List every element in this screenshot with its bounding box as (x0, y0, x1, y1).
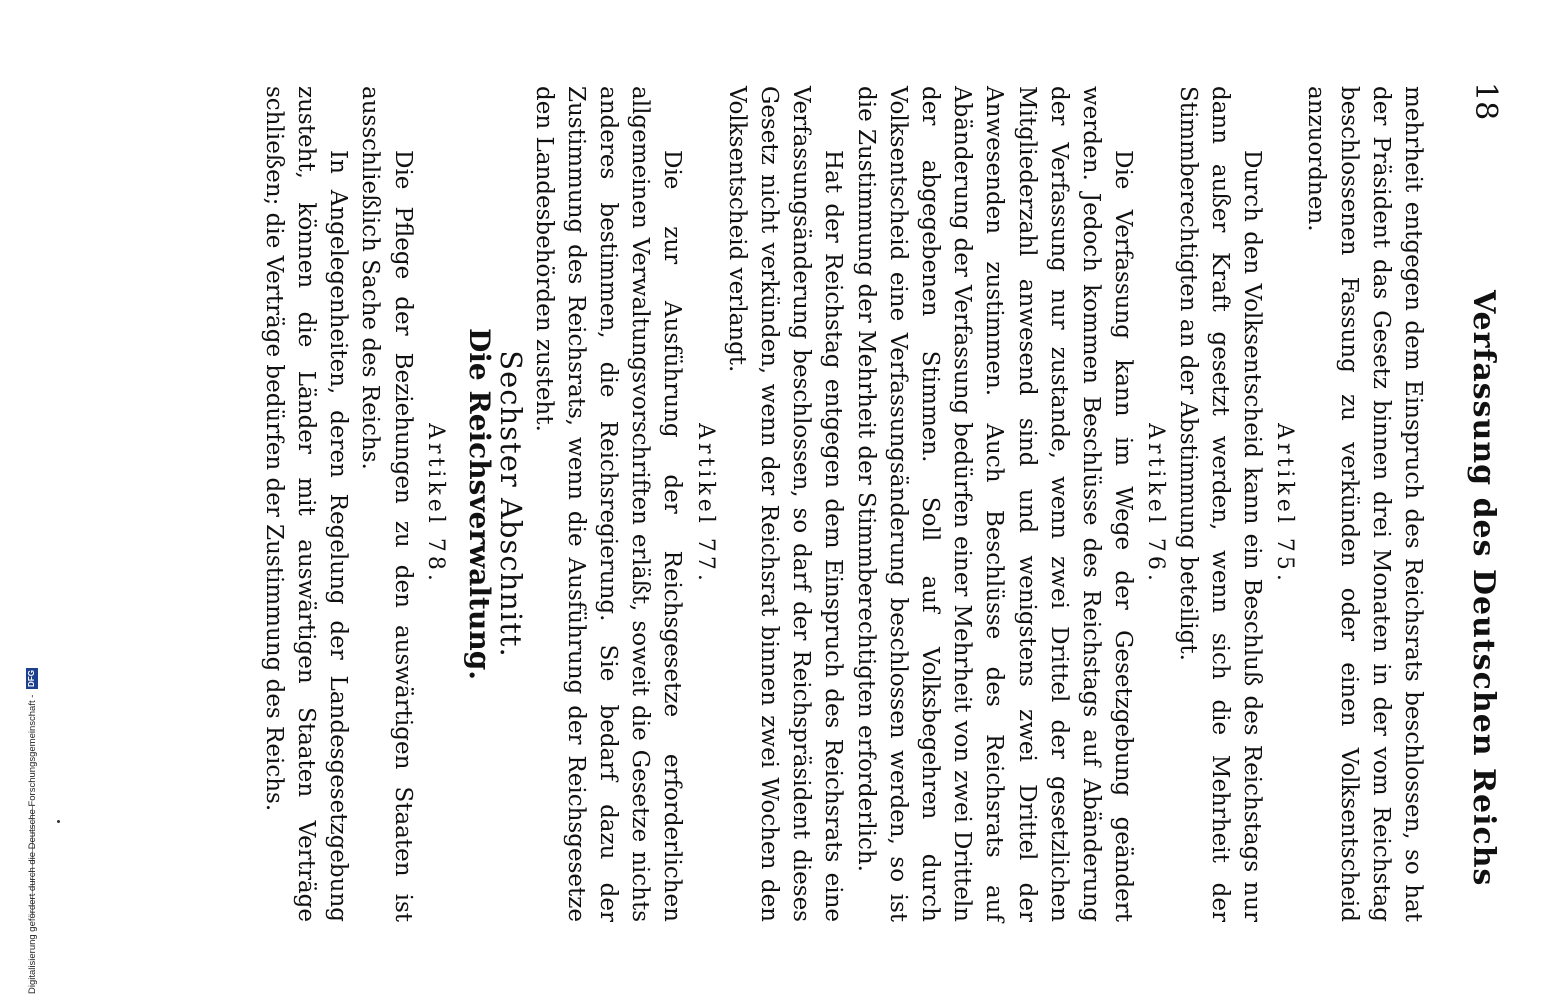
paragraph: Die Verfassung kann im Wege der Gesetzgebung geändert werden. Jedoch kommen Beschlüsse des Reichstags auf Abänderung der Verfassung nur zustande, wenn zwei Drittel der gesetzlichen Mitgliederzahl anwesend sind und wenigstens zwei Drittel der Anwesenden zustimmen. Auch Beschlüsse des Reichsrats auf Abänderung der Verfassung bedürfen einer Mehrheit von zwei Dritteln der abgegebenen Stimmen. Soll auf Volksbegehren durch Volksentscheid eine Verfassungsänderung beschlossen werden, so ist die Zustimmung der Mehrheit der Stimmberechtigten erforderlich. (852, 86, 1137, 922)
credit-text: Digitalisierung gefördert durch die Deutsche Forschungsgemeinschaft - (27, 694, 38, 994)
running-title: Verfassung des Deutschen Reichs (1466, 290, 1501, 887)
paragraph: Hat der Reichstag entgegen dem Einspruch des Reichsrats eine Verfassungsänderung beschlossen, so darf der Reichspräsident dieses Gesetz nicht verkünden, wenn der Reichsrat binnen zwei Wochen den Volksentscheid verlangt. (723, 86, 847, 922)
page-body (258, 86, 1429, 922)
paragraph: Die Pflege der Beziehungen zu den auswärtigen Staaten ist ausschließlich Sache des Reichs. (357, 86, 416, 922)
section-subheading: Die Reichsverwaltung. (463, 327, 497, 681)
article-heading-75: Artikel 75. (1272, 423, 1298, 585)
scan-speck (57, 820, 60, 823)
article-heading-78: Artikel 78. (422, 423, 448, 585)
dfg-logo-icon: DFG (27, 670, 37, 687)
paragraph: In Angelegenheiten, deren Regelung der Landesgesetzgebung zusteht, können die Länder mit auswärtigen Staaten Verträge schließen; die Verträge bedürfen der Zustimmung des Reichs. (260, 86, 352, 922)
section-heading: Sechster Abschnitt. (494, 350, 529, 658)
article-heading-76: Artikel 76. (1143, 423, 1169, 585)
page-number: 18 (1468, 82, 1503, 121)
paragraph: Die zur Ausführung der Reichsgesetze erforderlichen allgemeinen Verwaltungsvorschriften erläßt, soweit die Gesetze nichts anderes bestimmen, die Reichsregierung. Sie bedarf dazu der Zustimmung des Reichsrats, wenn die Ausführung der Reichsgesetze den Landesbehörden zusteht. (530, 86, 686, 922)
digitization-credit (20, 0, 46, 1000)
paragraph: mehrheit entgegen dem Einspruch des Reichsrats beschlossen, so hat der Präsident das Gesetz binnen drei Monaten in der vom Reichstag beschlossenen Fassung zu verkünden oder einen Volksentscheid anzuordnen. (1303, 86, 1426, 922)
article-heading-77: Artikel 77. (692, 423, 718, 585)
paragraph: Durch den Volksentscheid kann ein Beschluß des Reichstags nur dann außer Kraft gesetzt werden, wenn sich die Mehrheit der Stimmberechtigten an der Abstimmung beteiligt. (1174, 86, 1265, 922)
page-header (1463, 0, 1503, 1000)
